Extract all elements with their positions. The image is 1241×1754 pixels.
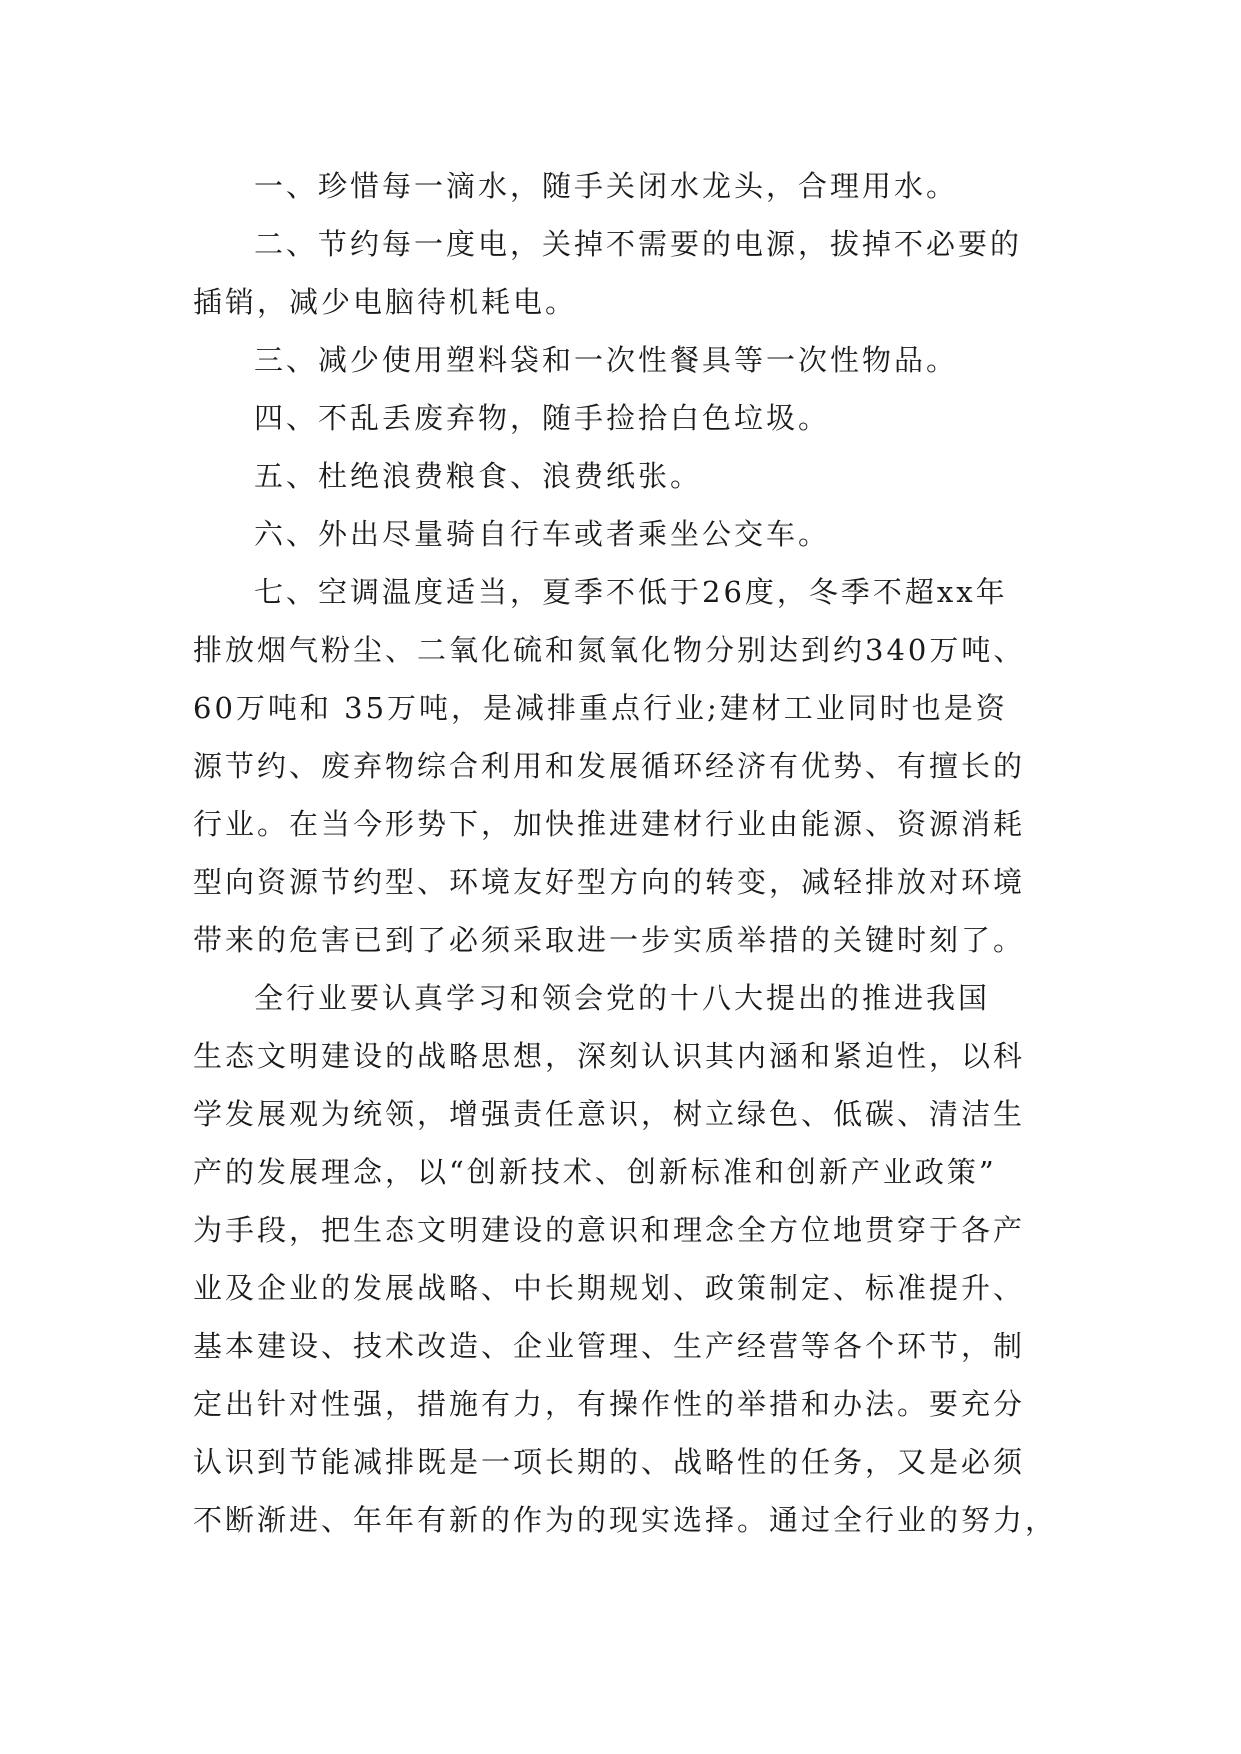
text-line	[0, 157, 1241, 215]
text-line	[0, 737, 1241, 795]
text-line-content: 为手段，把生态文明建设的意识和理念全方位地贯穿于各产	[193, 1213, 1026, 1247]
text-line	[0, 273, 1241, 331]
text-line-content: 插销，减少电脑待机耗电。	[193, 285, 578, 319]
text-line-content: 七、空调温度适当，夏季不低于26度，冬季不超xx年	[254, 575, 1008, 609]
text-line-content: 业及企业的发展战略、中长期规划、政策制定、标准提升、	[193, 1271, 1026, 1305]
text-line	[0, 1027, 1241, 1085]
text-line	[0, 215, 1241, 273]
text-line	[0, 1259, 1241, 1317]
text-line	[0, 1375, 1241, 1433]
text-line-content: 二、节约每一度电，关掉不需要的电源，拔掉不必要的	[254, 227, 1023, 261]
text-line	[0, 969, 1241, 1027]
text-line-content: 四、不乱丢废弃物，随手捡拾白色垃圾。	[254, 401, 831, 435]
text-line-content: 全行业要认真学习和领会党的十八大提出的推进我国	[254, 981, 991, 1015]
text-line-content: 六、外出尽量骑自行车或者乘坐公交车。	[254, 517, 831, 551]
text-line-content: 基本建设、技术改造、企业管理、生产经营等各个环节，制	[193, 1329, 1026, 1363]
text-line	[0, 1085, 1241, 1143]
text-line-content: 源节约、废弃物综合利用和发展循环经济有优势、有擅长的	[193, 749, 1026, 783]
text-line	[0, 1433, 1241, 1491]
text-line-content: 定出针对性强，措施有力，有操作性的举措和办法。要充分	[193, 1387, 1026, 1421]
text-line	[0, 1317, 1241, 1375]
text-line-content: 五、杜绝浪费粮食、浪费纸张。	[254, 459, 703, 493]
text-line-content: 带来的危害已到了必须采取进一步实质举措的关键时刻了。	[193, 923, 1026, 957]
text-line-content: 产的发展理念，以“创新技术、创新标准和创新产业政策”	[193, 1155, 997, 1189]
text-line	[0, 795, 1241, 853]
text-line	[0, 621, 1241, 679]
text-line	[0, 331, 1241, 389]
text-line	[0, 1491, 1241, 1549]
text-line	[0, 563, 1241, 621]
text-line	[0, 447, 1241, 505]
text-line-content: 认识到节能减排既是一项长期的、战略性的任务，又是必须	[193, 1445, 1026, 1479]
text-line	[0, 679, 1241, 737]
text-line	[0, 1143, 1241, 1201]
text-line-content: 一、珍惜每一滴水，随手关闭水龙头，合理用水。	[254, 169, 959, 203]
text-line	[0, 505, 1241, 563]
text-line-content: 不断渐进、年年有新的作为的现实选择。通过全行业的努力，	[193, 1503, 1058, 1537]
text-line-content: 型向资源节约型、环境友好型方向的转变，减轻排放对环境	[193, 865, 1026, 899]
text-line	[0, 853, 1241, 911]
text-line-content: 排放烟气粉尘、二氧化硫和氮氧化物分别达到约340万吨、	[193, 633, 1026, 667]
text-line-content: 三、减少使用塑料袋和一次性餐具等一次性物品。	[254, 343, 959, 377]
text-line-content: 学发展观为统领，增强责任意识，树立绿色、低碳、清洁生	[193, 1097, 1026, 1131]
text-line-content: 行业。在当今形势下，加快推进建材行业由能源、资源消耗	[193, 807, 1026, 841]
text-line	[0, 911, 1241, 969]
text-line-content: 60万吨和 35万吨，是减排重点行业;建材工业同时也是资	[193, 691, 1008, 725]
text-line	[0, 1201, 1241, 1259]
text-line-content: 生态文明建设的战略思想，深刻认识其内涵和紧迫性，以科	[193, 1039, 1026, 1073]
text-line	[0, 389, 1241, 447]
